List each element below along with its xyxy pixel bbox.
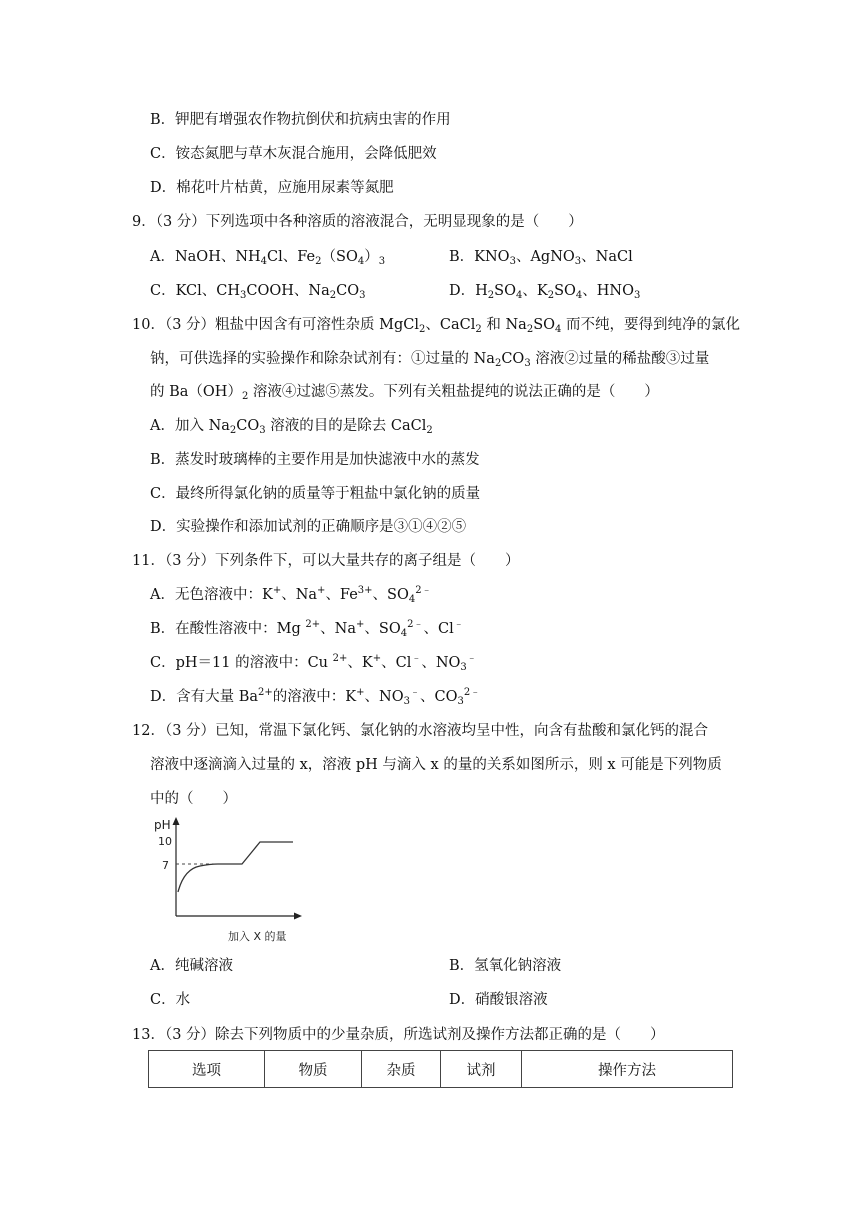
q10-option-a: A．加入 $Na_2CO_3$ 溶液的目的是除去 CaCl$_2$	[150, 418, 433, 436]
ph-graph	[150, 812, 310, 948]
q10-option-b: B．蒸发时玻璃棒的主要作用是加快滤液中水的蒸发	[150, 452, 480, 468]
header-option: 选项	[149, 1051, 265, 1088]
q11-option-b: B．在酸性溶液中：Mg $^{2+}$、Na+、$SO_4^{2﹣}$、Cl﹣	[150, 619, 464, 639]
q13-table	[148, 1050, 733, 1088]
header-method: 操作方法	[522, 1051, 733, 1088]
q8-option-b: B．钾肥有增强农作物抗倒伏和抗病虫害的作用	[150, 112, 451, 128]
table-header-row	[149, 1051, 733, 1088]
header-substance: 物质	[265, 1051, 362, 1088]
q12-stem-line3: 中的（ ）	[150, 791, 237, 807]
q9-option-c: C．KCl、$CH_3COOH$、$Na_2CO_3$	[150, 283, 366, 301]
q8-option-c: C．铵态氮肥与草木灰混合施用，会降低肥效	[150, 146, 437, 162]
q9-option-d: D．$H_2SO_4$、$K_2SO_4$、$HNO_3$	[449, 283, 641, 301]
y-axis-label: pH	[154, 818, 171, 832]
q12-option-b: B．氢氧化钠溶液	[449, 958, 562, 974]
q12-stem-line1: 12．（3 分）已知，常温下氯化钙、氯化钠的水溶液均呈中性，向含有盐酸和氯化钙的混合	[132, 723, 709, 739]
q9-stem: 9．（3 分）下列选项中各种溶质的溶液混合，无明显现象的是（ ）	[132, 214, 583, 230]
q10-option-d: D．实验操作和添加试剂的正确顺序是③①④②⑤	[150, 519, 467, 535]
x-axis-label: 加入 X 的量	[228, 930, 287, 943]
ph-curve	[178, 842, 293, 892]
x-axis-arrow	[294, 913, 302, 920]
y-axis-arrow	[173, 817, 180, 825]
q11-option-d: D．含有大量 $Ba^{2+}$的溶液中：K+、$NO_3^﹣$、$CO_3^{2﹣}$	[150, 687, 481, 707]
q11-option-a: A．无色溶液中：K+、Na+、$Fe^{3+}$、$SO_4^{2﹣}$	[150, 585, 432, 605]
q13-stem: 13．（3 分）除去下列物质中的少量杂质，所选试剂及操作方法都正确的是（ ）	[132, 1027, 665, 1043]
q8-option-d: D．棉花叶片枯黄，应施用尿素等氮肥	[150, 180, 394, 196]
header-reagent: 试剂	[441, 1051, 522, 1088]
q12-option-d: D．硝酸银溶液	[449, 992, 548, 1008]
q11-option-c: C．pH＝11 的溶液中：Cu $^{2+}$、K+、Cl﹣、$NO_3^﹣$	[150, 653, 477, 673]
ytick-7: 7	[162, 859, 169, 872]
q11-stem: 11．（3 分）下列条件下，可以大量共存的离子组是（ ）	[132, 553, 520, 569]
q10-option-c: C．最终所得氯化钠的质量等于粗盐中氯化钠的质量	[150, 486, 481, 502]
q10-stem-line3: 的 $Ba(OH)_2$ 溶液④过滤⑤蒸发。下列有关粗盐提纯的说法正确的是（ ）	[150, 384, 659, 402]
header-impurity: 杂质	[362, 1051, 441, 1088]
q10-stem-line1: 10．（3 分）粗盐中因含有可溶性杂质 MgCl$_2$、CaCl$_2$ 和 $Na_2SO_4$ 而不纯，要得到纯净的氯化	[132, 317, 740, 335]
q12-option-a: A．纯碱溶液	[150, 958, 233, 974]
q10-stem-line2: 钠，可供选择的实验操作和除杂试剂有：①过量的 $Na_2CO_3$ 溶液②过量的稀盐酸③过量	[150, 351, 710, 369]
q12-stem-line2: 溶液中逐滴滴入过量的 x，溶液 pH 与滴入 x 的量的关系如图所示，则 x 可能是下列物质	[150, 757, 722, 773]
ytick-10: 10	[158, 835, 172, 848]
q9-option-a: A．NaOH、$NH_4Cl$、$Fe_2(SO_4)_3$	[150, 249, 386, 267]
q12-option-c: C．水	[150, 992, 191, 1008]
q9-option-b: B．$KNO_3$、AgNO$_3$、NaCl	[449, 249, 633, 267]
